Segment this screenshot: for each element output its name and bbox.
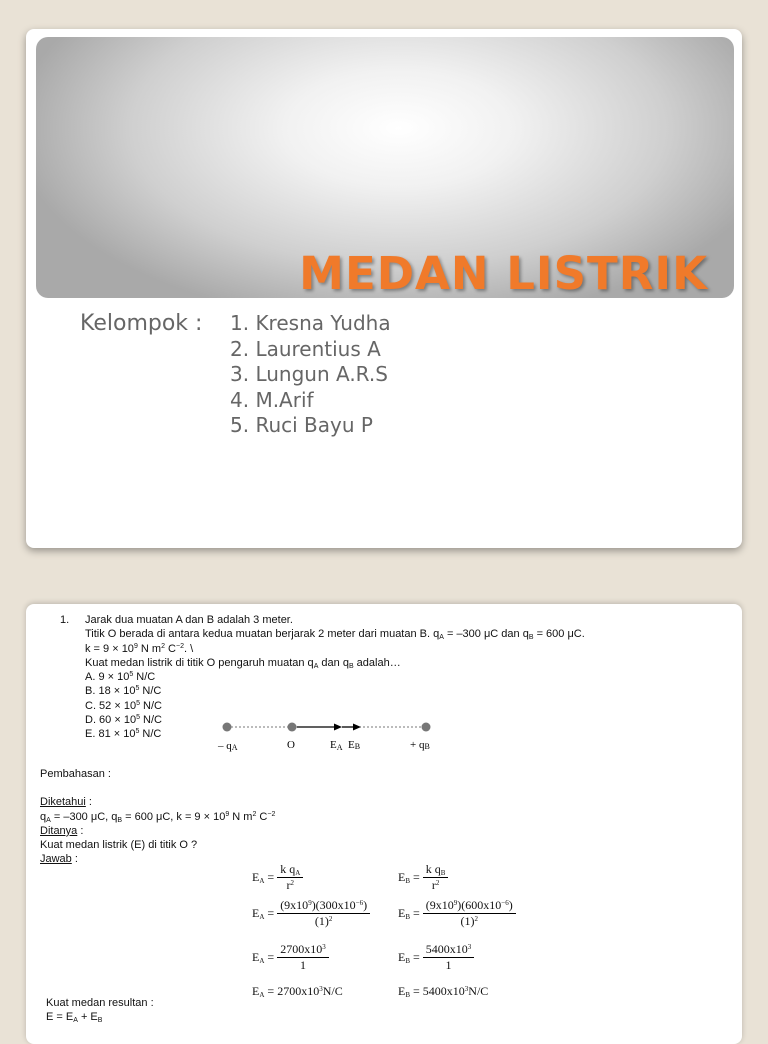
resultant-label: Kuat medan resultan : [46,997,154,1009]
jawab-heading: Jawab : [40,853,78,866]
member-list [230,311,391,439]
pembahasan-heading: Pembahasan : [40,768,111,780]
formula-ea-1: $E_A$ = $\frac{k q_A}{r^2}$ [252,862,303,893]
list-item: 1. Kresna Yudha [230,311,391,335]
answer-option: C. $52 \times 10^5$ N/C [85,699,162,712]
formula-eb-2: $E_B$ = $\frac{(9x10^9)(600x10^{-6})}{(1)^2}$ [398,898,516,929]
label-o: O [287,739,295,751]
formula-ea-2: $E_A$ = $\frac{(9x10^9)(300x10^{-6})}{(1)^2}$ [252,898,370,929]
question-line: $k = 9 \times 10^9$ N $m^2$ $C^{-2}$. \ [85,642,194,655]
answer-option: A. $9 \times 10^5$ N/C [85,671,156,684]
arrow-head-icon [353,724,361,731]
label-ea: EA [330,739,343,752]
ditanya-text: Kuat medan listrik (E) di titik O ? [40,839,198,852]
formula-ea-3: $E_A$ = $\frac{2700x10^3}{1}$ [252,942,329,973]
charge-diagram [214,718,454,754]
label-plus-qb: + qB [410,739,430,751]
slide-title: MEDAN LISTRIK [299,247,708,300]
formula-eb-3: $E_B$ = $\frac{5400x10^3}{1}$ [398,942,474,973]
answer-option: D. $60 \times 10^5$ N/C [85,714,162,727]
resultant-equation: $E = E_A + E_B$ [46,1011,103,1025]
charge-a-dot [223,723,232,732]
given-values: $q_A = -300$ μC, $q_B = 600$ μC, $k = 9 \times 10^9$ N $m^2$ $C^{-2}$ [40,810,276,824]
answer-option: B. $18 \times 10^5$ N/C [85,685,162,698]
formula-eb-1: $E_B$ = $\frac{k q_B}{r^2}$ [398,862,448,893]
kelompok-label: Kelompok : [80,311,203,336]
question-line: Titik O berada di antara kedua muatan berjarak 2 meter dari muatan B. $q_A = -300$ μC dan $q_B = 600$ μC. [85,628,585,642]
list-item: 3. Lungun A.R.S [230,362,388,386]
formula-eb-result: $E_B = 5400x10^3N/C$ [398,984,489,999]
formula-ea-result: $E_A = 2700x10^3N/C$ [252,984,343,999]
arrow-head-icon [334,724,342,731]
ditanya-heading: Ditanya : [40,824,84,837]
problem-slide [26,604,742,1044]
question-number: 1. [60,614,70,626]
list-item: 4. M.Arif [230,387,314,412]
list-item: 5. Ruci Bayu P [230,413,373,437]
answer-option: E. $81 \times 10^5$ N/C [85,728,162,741]
title-slide [26,29,742,548]
solution-block [40,767,275,867]
diketahui-heading: Diketahui : [40,796,92,809]
list-item: 2. Laurentius A [230,336,381,361]
label-eb: EB [348,739,361,751]
question-line: Kuat medan listrik di titik O pengaruh muatan $q_A$ dan $q_B$ adalah… [85,656,401,670]
point-o-dot [288,723,297,732]
resultant-block [46,996,154,1025]
question-line: Jarak dua muatan A dan B adalah 3 meter. [85,614,293,626]
label-minus-qa: – qA [218,740,238,752]
charge-b-dot [422,723,431,732]
